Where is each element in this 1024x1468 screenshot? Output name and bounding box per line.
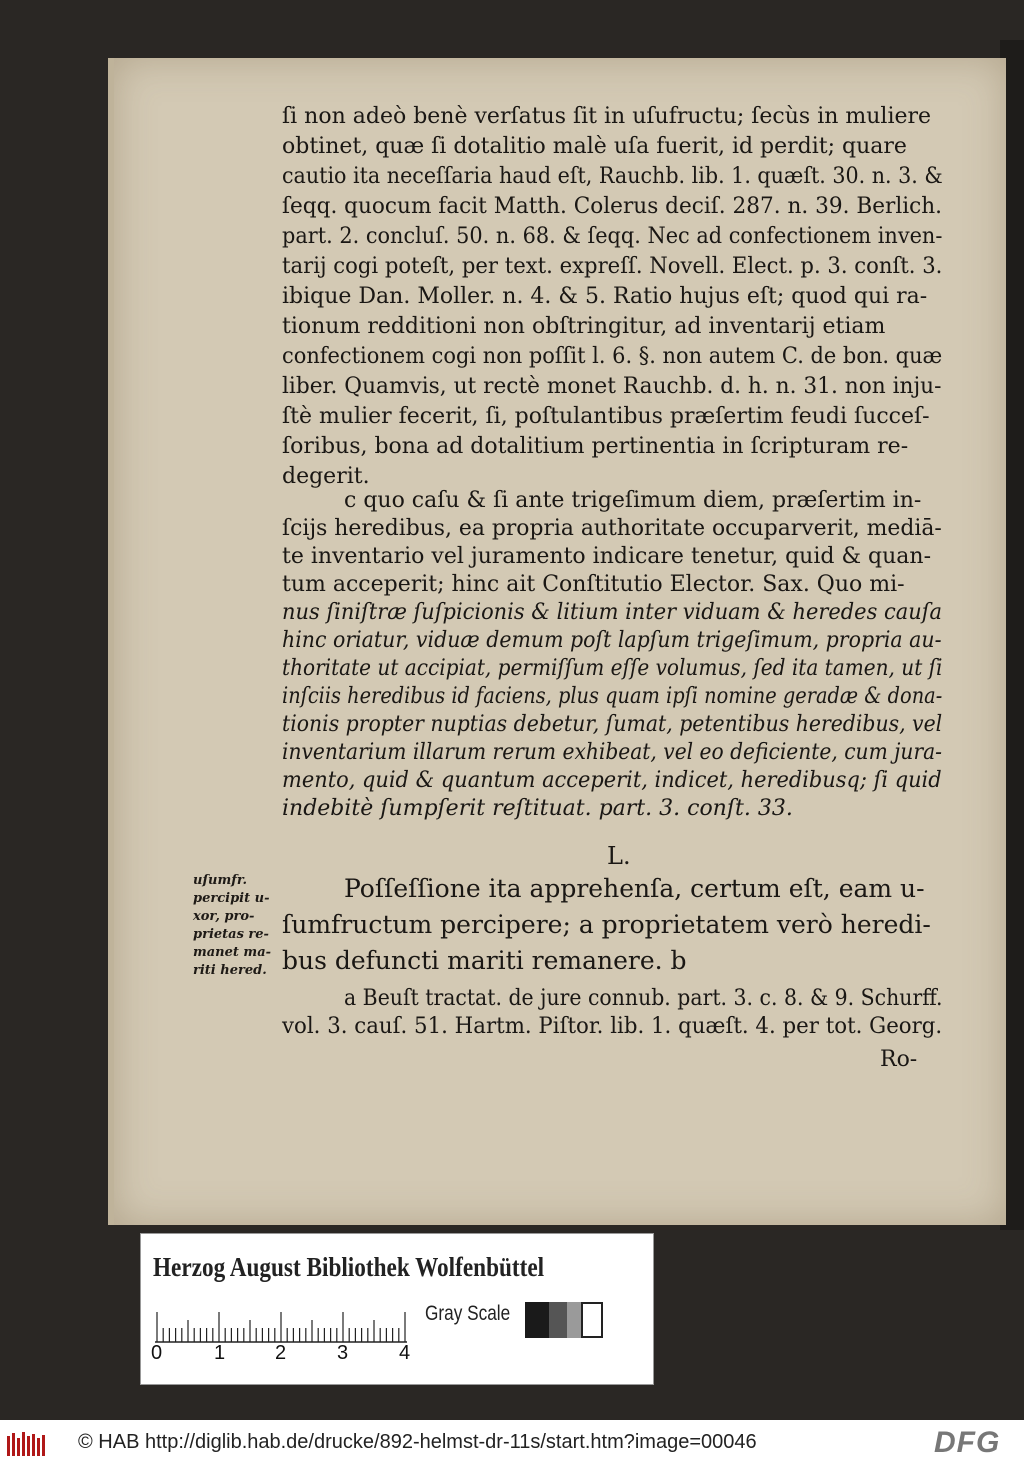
ruler-number: 2: [275, 1342, 287, 1364]
margin-note-line: manet ma-: [193, 945, 272, 960]
body-line: part. 2. concluſ. 50. n. 68. & ſeqq. Nec ad confectionem inven-: [282, 224, 943, 249]
section-line: Poſſeſſione ita apprehenſa, certum eſt, eam u-: [344, 874, 925, 903]
library-label: [140, 1233, 654, 1385]
gray-swatch-mid: [567, 1302, 581, 1338]
footer-url[interactable]: © HAB http://diglib.hab.de/drucke/892-helmst-dr-11s/start.htm?image=00046: [78, 1431, 757, 1453]
note-c-line: thoritate ut accipiat, permiſſum eſſe volumus, ſed ita tamen, ut ſi: [282, 656, 943, 681]
margin-note-line: riti hered.: [193, 963, 267, 978]
margin-note-line: xor, pro-: [193, 909, 255, 924]
body-line: ſi non adeò benè verſatus ſit in uſufructu; ſecùs in muliere: [282, 104, 932, 129]
body-line: ſoribus, bona ad dotalitium pertinentia in ſcripturam re-: [282, 434, 909, 459]
ruler-number: 1: [214, 1342, 226, 1364]
note-c-line: inventarium illarum rerum exhibeat, vel eo deficiente, cum jura-: [282, 740, 943, 765]
body-line: ſeqq. quocum facit Matth. Colerus deciſ. 287. n. 39. Berlich.: [282, 194, 943, 219]
margin-note-line: uſumfr.: [193, 873, 248, 888]
ruler-number: 3: [337, 1342, 349, 1364]
ruler-number: 4: [399, 1342, 411, 1364]
section-line: ſumfructum percipere; a proprietatem verò heredi-: [282, 910, 931, 939]
body-line: ibique Dan. Moller. n. 4. & 5. Ratio hujus eſt; quod qui ra-: [282, 284, 928, 309]
body-line: ſtè mulier fecerit, ſi, poſtulantibus præſertim feudi ſucceſ-: [282, 404, 930, 429]
label-title: Herzog August Bibliothek Wolfenbüttel: [153, 1252, 545, 1282]
note-c-line: te inventario vel juramento indicare tenetur, quid & quan-: [282, 544, 931, 569]
note-c-line: tum acceperit; hinc ait Conſtitutio Elector. Sax. Quo mi-: [282, 572, 905, 597]
note-c-line: c quo caſu & ſi ante trigeſimum diem, præſertim in-: [344, 488, 922, 513]
margin-note: [193, 872, 288, 980]
gray-swatch-black: [525, 1302, 549, 1338]
ruler-number: 0: [151, 1342, 163, 1364]
hab-logo-icon: [6, 1430, 46, 1458]
note-a-line: vol. 3. cauſ. 51. Hartm. Piſtor. lib. 1. quæſt. 4. per tot. Georg.: [282, 1014, 943, 1039]
catchword: Ro-: [880, 1047, 918, 1072]
body-line: degerit.: [282, 464, 370, 489]
gray-swatch-dark: [549, 1302, 567, 1338]
dfg-logo: DFG: [934, 1426, 1001, 1459]
note-c-line: nus ſiniſtræ ſuſpicionis & litium inter viduam & heredes cauſa: [282, 600, 942, 625]
body-line: cautio ita neceſſaria haud eſt, Rauchb. lib. 1. quæſt. 30. n. 3. &: [282, 164, 943, 189]
margin-note-line: prietas re-: [193, 927, 269, 942]
note-a-line: a Beuſt tractat. de jure connub. part. 3. c. 8. & 9. Schurff.: [344, 986, 943, 1011]
gray-scale-label: Gray Scale: [425, 1302, 511, 1325]
section-number: L.: [607, 842, 631, 870]
body-line: tionum redditioni non obſtringitur, ad inventarij etiam: [282, 314, 886, 339]
section-line: bus defuncti mariti remanere. b: [282, 946, 687, 975]
margin-note-line: percipit u-: [193, 891, 270, 906]
footer-bar: [0, 1420, 1024, 1468]
note-c-line: tionis propter nuptias debetur, ſumat, petentibus heredibus, vel: [282, 712, 943, 737]
note-c-line: inſciis heredibus id faciens, plus quam ipſi nomine geradæ & dona-: [282, 684, 943, 709]
body-line: obtinet, quæ ſi dotalitio malè uſa fuerit, id perdit; quare: [282, 134, 907, 159]
note-c-line: mento, quid & quantum acceperit, indicet, heredibusq; ſi quid: [282, 768, 942, 793]
body-line: confectionem cogi non poſſit l. 6. §. non autem C. de bon. quæ: [282, 344, 943, 369]
body-line: liber. Quamvis, ut rectè monet Rauchb. d. h. n. 31. non inju-: [282, 374, 942, 399]
body-line: tarij cogi poteſt, per text. expreſſ. Novell. Elect. p. 3. conſt. 3.: [282, 254, 943, 279]
note-c-line: ſcijs heredibus, ea propria authoritate occuparverit, mediā-: [282, 516, 942, 541]
gray-swatch-white: [581, 1302, 603, 1338]
note-c-line: indebitè ſumpſerit reſtituat. part. 3. conſt. 33.: [282, 796, 793, 821]
note-c-line: hinc oriatur, viduæ demum poſt lapſum trigeſimum, propria au-: [282, 628, 942, 653]
